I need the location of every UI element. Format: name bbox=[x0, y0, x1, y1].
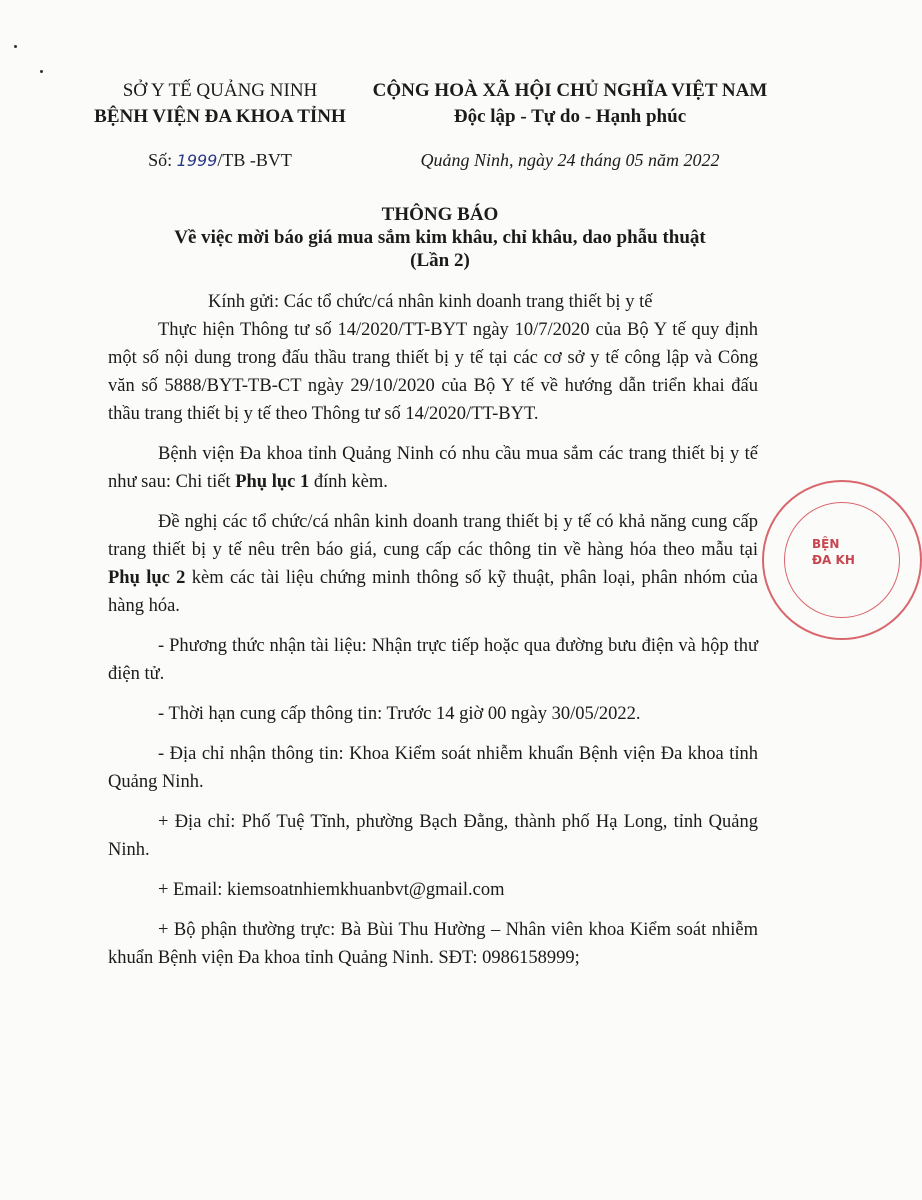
deadline: - Thời hạn cung cấp thông tin: Trước 14 giờ 00 ngày 30/05/2022. bbox=[158, 704, 641, 724]
document-title bbox=[60, 203, 820, 272]
document-number-prefix: Số: bbox=[148, 150, 177, 170]
paragraph-need-text: Bệnh viện Đa khoa tỉnh Quảng Ninh có nhu cầu mua sắm các trang thiết bị y tế như sau: Chi tiết bbox=[108, 444, 758, 492]
red-seal-stamp bbox=[762, 480, 922, 640]
seal-text bbox=[812, 536, 855, 568]
scan-speck bbox=[40, 70, 43, 73]
contact-person: + Bộ phận thường trực: Bà Bùi Thu Hường – Nhân viên khoa Kiểm soát nhiễm khuẩn Bệnh viện Đa khoa tỉnh Quảng Ninh. SĐT: 0986158999; bbox=[108, 920, 758, 968]
paragraph-request-tail: kèm các tài liệu chứng minh thông số kỹ thuật, phân loại, phân nhóm của hàng hóa. bbox=[108, 568, 758, 616]
paragraph-need-tail: đính kèm. bbox=[309, 472, 388, 492]
scan-speck bbox=[14, 45, 17, 48]
agency-name: SỞ Y TẾ QUẢNG NINH bbox=[122, 80, 318, 101]
national-motto: Độc lập - Tự do - Hạnh phúc bbox=[453, 106, 687, 127]
appendix-2-ref: Phụ lục 2 bbox=[108, 568, 186, 588]
paragraph-request-text: Đề nghị các tổ chức/cá nhân kinh doanh trang thiết bị y tế có khả năng cung cấp trang thiết bị y tế nêu trên báo giá, cung cấp các thông tin về hàng hóa theo mẫu tại bbox=[108, 512, 758, 560]
title-subject: Về việc mời báo giá mua sắm kim khâu, chỉ khâu, dao phẫu thuật bbox=[174, 227, 706, 248]
paragraph-legal-basis: Thực hiện Thông tư số 14/2020/TT-BYT ngày 10/7/2020 của Bộ Y tế quy định một số nội dung trong đấu thầu trang thiết bị y tế tại các cơ sở y tế công lập và Công văn số 5888/BYT-TB-CT ngày 29/10/2020 của Bộ Y tế về hướng dẫn triển khai đấu thầu trang thiết bị y tế theo Thông tư số 14/2020/TT-BYT. bbox=[108, 320, 758, 424]
country-name: CỘNG HOÀ XÃ HỘI CHỦ NGHĨA VIỆT NAM bbox=[372, 80, 768, 101]
appendix-1-ref: Phụ lục 1 bbox=[235, 472, 310, 492]
seal-text-line2: ĐA KH bbox=[812, 553, 855, 567]
email-line: + Email: kiemsoatnhiemkhuanbvt@gmail.com bbox=[158, 880, 505, 900]
title-main: THÔNG BÁO bbox=[381, 204, 499, 225]
street-address: + Địa chỉ: Phố Tuệ Tĩnh, phường Bạch Đằng, thành phố Hạ Long, tỉnh Quảng Ninh. bbox=[108, 812, 758, 860]
document-number bbox=[60, 150, 380, 171]
national-header bbox=[360, 78, 780, 130]
submission-method: - Phương thức nhận tài liệu: Nhận trực tiếp hoặc qua đường bưu điện và hộp thư điện tử. bbox=[108, 636, 758, 684]
paragraph-request bbox=[108, 508, 758, 620]
title-round: (Lần 2) bbox=[410, 250, 470, 271]
receiving-address: - Địa chỉ nhận thông tin: Khoa Kiểm soát nhiễm khuẩn Bệnh viện Đa khoa tỉnh Quảng Ninh. bbox=[108, 744, 758, 792]
hospital-name: BỆNH VIỆN ĐA KHOA TỈNH bbox=[94, 106, 346, 127]
document-number-handwritten: 1999 bbox=[176, 151, 218, 170]
paragraph-need bbox=[108, 440, 758, 496]
seal-text-line1: BỆN bbox=[812, 537, 840, 551]
document-body bbox=[108, 288, 758, 972]
document-number-suffix: /TB -BVT bbox=[217, 150, 292, 170]
issuer-header bbox=[60, 78, 380, 130]
recipient-line: Kính gửi: Các tổ chức/cá nhân kinh doanh trang thiết bị y tế bbox=[208, 292, 653, 312]
document-date: Quảng Ninh, ngày 24 tháng 05 năm 2022 bbox=[420, 150, 720, 170]
